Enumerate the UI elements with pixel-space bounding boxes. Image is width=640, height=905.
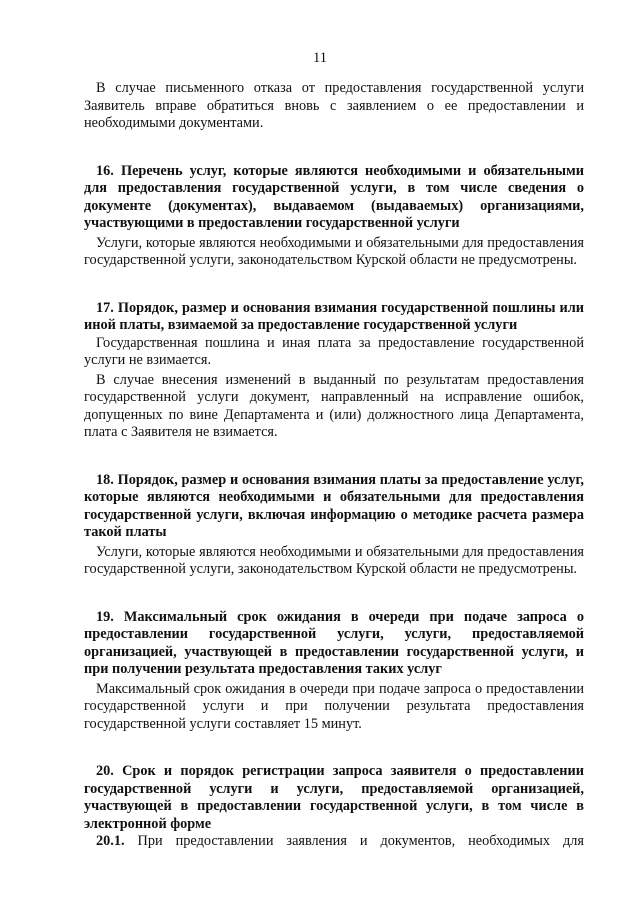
section-19-heading: 19. Максимальный срок ожидания в очереди при подаче запроса о предоставлении государственной услуги, услуги, предоставляемой организацией, участвующей в предоставлении государственной услуги, и при получении результата предоставления таких услуг <box>84 608 584 677</box>
page-number: 11 <box>313 50 327 66</box>
section-18-body: Услуги, которые являются необходимыми и обязательными для предоставления государственной услуги, законодательством Курской области не предусмотрены. <box>84 543 584 577</box>
section-20-heading: 20. Срок и порядок регистрации запроса заявителя о предоставлении государственной услуги и услуги, предоставляемой организацией, участвующей в предоставлении государственной услуги, в том числе в электронной форме <box>84 763 584 832</box>
section-20-1-paragraph <box>84 833 584 851</box>
intro-paragraph: В случае письменного отказа от предоставления государственной услуги Заявитель вправе обратиться вновь с заявлением о ее предоставлении и необходимыми документами. <box>84 80 584 131</box>
section-17-body-2: В случае внесения изменений в выданный по результатам предоставления государственной услуги документ, направленный на исправление ошибок, допущенных по вине Департамента и (или) должностного лица Департамента, плата с Заявителя не взимается. <box>84 371 584 440</box>
section-18-heading: 18. Порядок, размер и основания взимания платы за предоставление услуг, которые являются необходимыми и обязательными для предоставления государственной услуги, включая информацию о методике расчета размера такой платы <box>84 471 584 540</box>
section-20-1-number: 20.1. <box>96 833 125 849</box>
section-19-body: Максимальный срок ожидания в очереди при подаче запроса о предоставлении государственной услуги и при получении результата предоставления государственной услуги составляет 15 минут. <box>84 680 584 732</box>
section-17-body-1: Государственная пошлина и иная плата за предоставление государственной услуги не взимается. <box>84 334 584 368</box>
section-16-heading: 16. Перечень услуг, которые являются необходимыми и обязательными для предоставления государственной услуги, в том числе сведения о документе (документах), выдаваемом (выдаваемых) организациями, участвующими в предоставлении государственной услуги <box>84 162 584 231</box>
section-16-body: Услуги, которые являются необходимыми и обязательными для предоставления государственной услуги, законодательством Курской области не предусмотрены. <box>84 234 584 268</box>
section-17-heading: 17. Порядок, размер и основания взимания государственной пошлины или иной платы, взимаемой за предоставление государственной услуги <box>84 299 584 333</box>
section-20-1-body: При предоставлении заявления и документов, необходимых для <box>137 833 584 849</box>
page-content <box>84 80 584 851</box>
